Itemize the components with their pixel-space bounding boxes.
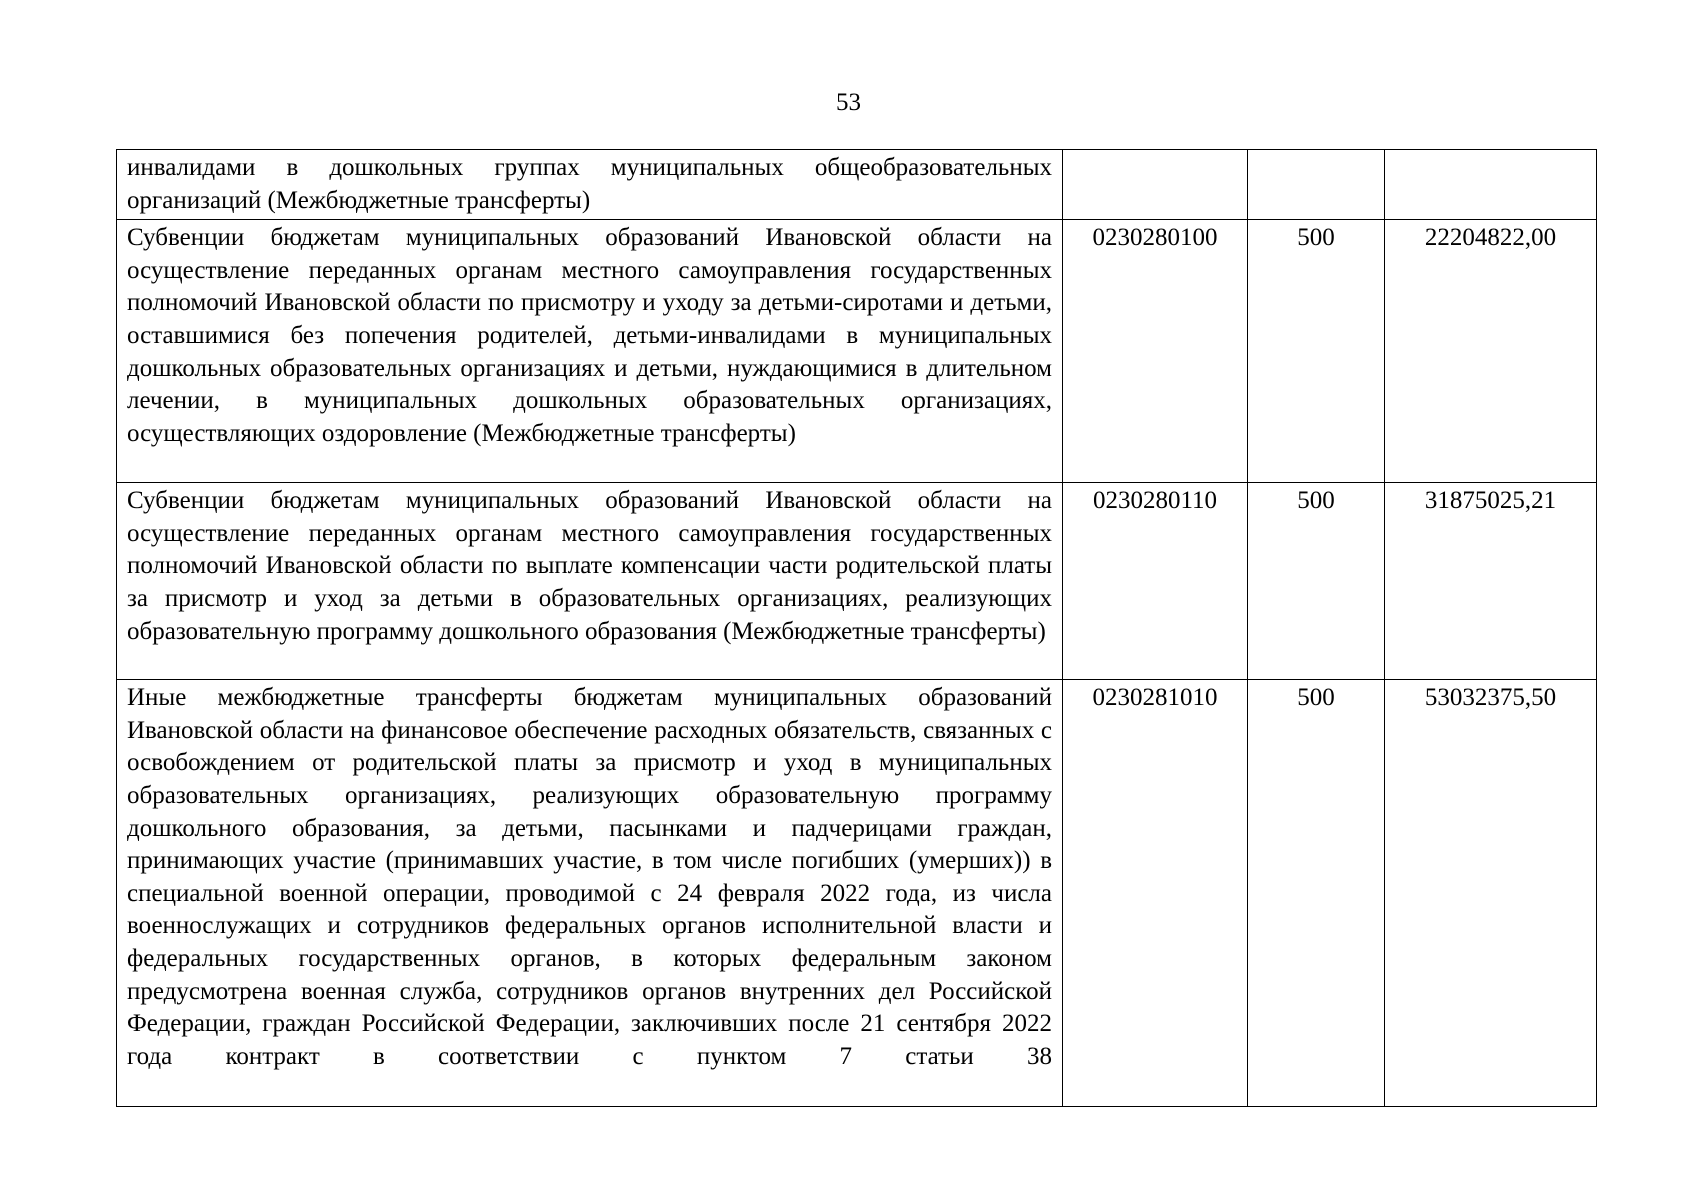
row-description: Субвенции бюджетам муниципальных образований Ивановской области на осуществление переданных органам местного самоуправления государственных полномочий Ивановской области по выплате компенсации части родительской платы за присмотр и уход за детьми в образовательных организациях, реализующих образовательную программу дошкольного образования (Межбюджетные трансферты)	[117, 483, 1063, 680]
row-description: Субвенции бюджетам муниципальных образований Ивановской области на осуществление переданных органам местного самоуправления государственных полномочий Ивановской области по присмотру и уходу за детьми-сиротами и детьми, оставшимися без попечения родителей, детьми-инвалидами в муниципальных дошкольных образовательных организациях и детьми, нуждающимися в длительном лечении, в муниципальных дошкольных образовательных организациях, осуществляющих оздоровление (Межбюджетные трансферты)	[117, 220, 1063, 483]
row-expense-type	[1248, 150, 1385, 220]
row-code	[1063, 150, 1248, 220]
budget-table	[116, 149, 1597, 1107]
row-amount	[1385, 150, 1597, 220]
row-code: 0230280110	[1063, 483, 1248, 680]
row-expense-type: 500	[1248, 483, 1385, 680]
row-amount: 22204822,00	[1385, 220, 1597, 483]
table-row	[117, 220, 1597, 483]
page-number: 53	[836, 89, 861, 116]
row-expense-type: 500	[1248, 220, 1385, 483]
table-row	[117, 483, 1597, 680]
row-code: 0230280100	[1063, 220, 1248, 483]
row-description: Иные межбюджетные трансферты бюджетам муниципальных образований Ивановской области на финансовое обеспечение расходных обязательств, связанных с освобождением от родительской платы за присмотр и уход в муниципальных образовательных организациях, реализующих образовательную программу дошкольного образования, за детьми, пасынками и падчерицами граждан, принимающих участие (принимавших участие, в том числе погибших (умерших)) в специальной военной операции, проводимой с 24 февраля 2022 года, из числа военнослужащих и сотрудников федеральных органов исполнительной власти и федеральных государственных органов, в которых федеральным законом предусмотрена военная служба, сотрудников органов внутренних дел Российской Федерации, граждан Российской Федерации, заключивших после 21 сентября 2022 года контракт в соответствии с пунктом 7 статьи 38	[117, 680, 1063, 1107]
row-expense-type: 500	[1248, 680, 1385, 1107]
row-description: инвалидами в дошкольных группах муниципальных общеобразовательных организаций (Межбюджетные трансферты)	[117, 150, 1063, 220]
row-amount: 53032375,50	[1385, 680, 1597, 1107]
row-amount: 31875025,21	[1385, 483, 1597, 680]
table-row	[117, 150, 1597, 220]
row-code: 0230281010	[1063, 680, 1248, 1107]
table-row	[117, 680, 1597, 1107]
